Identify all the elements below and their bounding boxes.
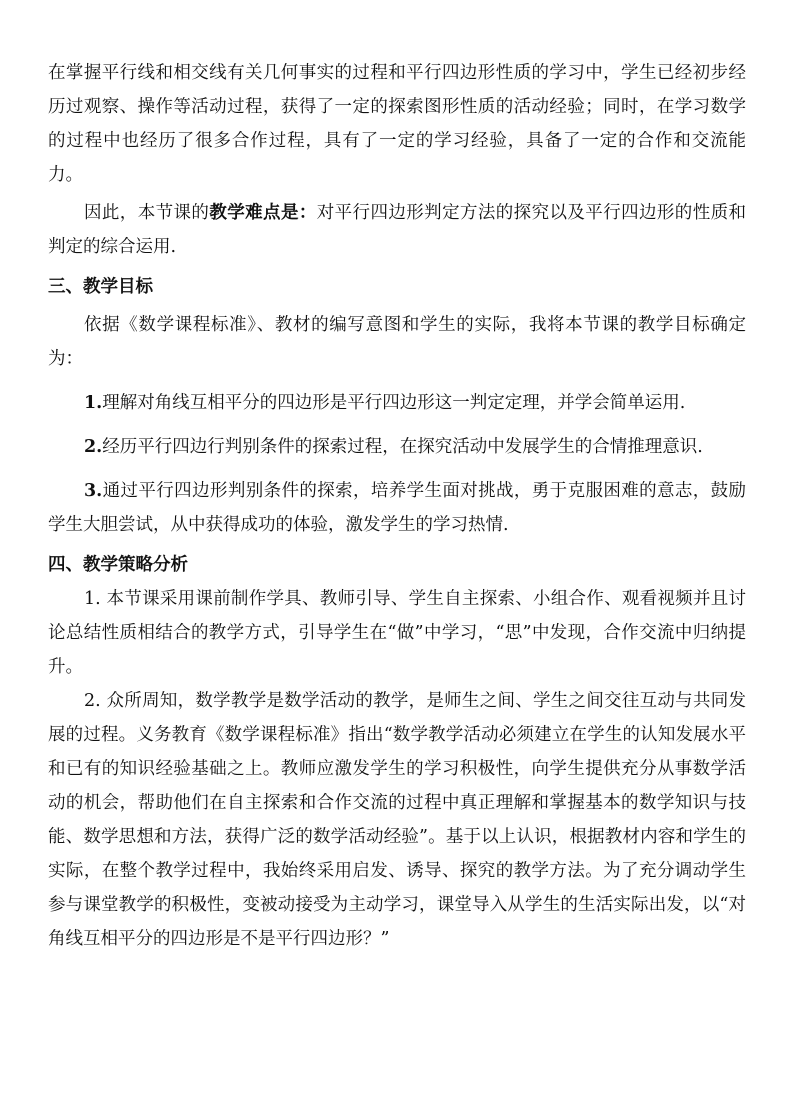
objective-item (48, 474, 746, 542)
section-heading-strategy: 四、教学策略分析 (48, 555, 188, 575)
objective-text: 通过平行四边形判别条件的探索，培养学生面对挑战，勇于克服困难的意志，鼓励学生大胆尝试，从中获得成功的体验，激发学生的学习热情. (48, 481, 746, 535)
paragraph-difficulty (48, 196, 746, 264)
difficulty-lead: 因此，本节课的 (84, 203, 210, 223)
objective-item (48, 430, 746, 464)
objective-number: 3. (84, 481, 103, 501)
section-heading-objectives: 三、教学目标 (48, 277, 153, 297)
objective-text: 经历平行四边行判别条件的探索过程，在探究活动中发展学生的合情推理意识. (102, 437, 703, 457)
objective-number: 1. (84, 393, 103, 413)
objective-item (48, 386, 746, 420)
difficulty-text: 对平行四边形判定方法的探究以及平行四边形的性质和判定的综合运用. (48, 203, 747, 257)
paragraph-strategy-1: 1. 本节课采用课前制作学具、教师引导、学生自主探索、小组合作、观看视频并且讨论总结性质相结合的教学方式，引导学生在“做”中学习，“思”中发现，合作交流中归纳提升。 (48, 589, 746, 677)
paragraph-objectives-intro: 依据《数学课程标准》、教材的编写意图和学生的实际，我将本节课的教学目标确定为： (48, 315, 746, 369)
paragraph-student-experience: 在掌握平行线和相交线有关几何事实的过程和平行四边形性质的学习中，学生已经初步经历过观察、操作等活动过程，获得了一定的探索图形性质的活动经验；同时，在学习数学的过程中也经历了很多合作过程，具有了一定的学习经验，具备了一定的合作和交流能力。 (48, 63, 746, 185)
objective-text: 理解对角线互相平分的四边形是平行四边形这一判定定理，并学会简单运用. (102, 393, 686, 413)
paragraph-strategy-2: 2. 众所周知，数学教学是数学活动的教学，是师生之间、学生之间交往互动与共同发展的过程。义务教育《数学课程标准》指出“数学教学活动必须建立在学生的认知发展水平和已有的知识经验基础之上。教师应激发学生的学习积极性，向学生提供充分从事数学活动的机会，帮助他们在自主探索和合作交流的过程中真正理解和掌握基本的数学知识与技能、数学思想和方法，获得广泛的数学活动经验”。基于以上认识，根据教材内容和学生的实际，在整个教学过程中，我始终采用启发、诱导、探究的教学方法。为了充分调动学生参与课堂教学的积极性，变被动接受为主动学习，课堂导入从学生的生活实际出发，以“对角线互相平分的四边形是不是平行四边形？” (48, 691, 746, 949)
difficulty-label: 教学难点是： (209, 203, 317, 223)
objective-number: 2. (84, 437, 103, 457)
